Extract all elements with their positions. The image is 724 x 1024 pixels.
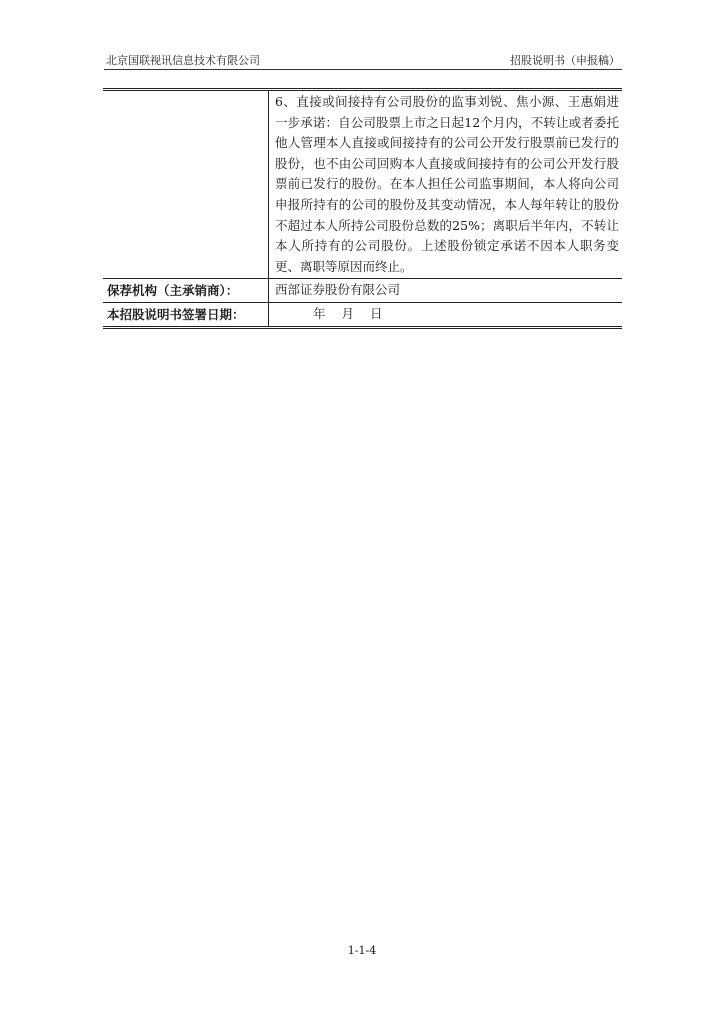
table-row-commitment — [103, 91, 622, 279]
sponsor-value: 西部证券股份有限公司 — [275, 282, 401, 298]
header-divider — [104, 69, 622, 70]
table-row-sponsor — [103, 279, 622, 303]
signing-date-label: 本招股说明书签署日期： — [103, 303, 269, 326]
offering-info-table — [103, 88, 622, 329]
header-company-name: 北京国联视讯信息技术有限公司 — [106, 54, 260, 67]
header-document-type: 招股说明书（申报稿） — [510, 54, 620, 67]
empty-label-cell — [103, 91, 269, 278]
signing-date-value — [269, 303, 622, 326]
page-number: 1-1-4 — [347, 944, 377, 957]
share-lockup-commitment-text: 6、直接或间接持有公司股份的监事刘锐、焦小源、王惠娟进一步承诺：自公司股票上市之日起12个月内，不转让或者委托他人管理本人直接或间接持有的公司公开发行股票前已发行的股份，也不由公司回购本人直接或间接持有的公司公开发行股票前已发行的股份。在本人担任公司监事期间，本人将向公司申报所持有的公司的股份及其变动情况，本人每年转让的股份不超过本人所持公司股份总数的25%；离职后半年内，不转让本人所持有的公司股份。上述股份锁定承诺不因本人职务变更、离职等原因而终止。 — [275, 94, 619, 274]
date-month: 月 — [341, 306, 355, 322]
page-header — [104, 52, 622, 70]
sponsor-label: 保荐机构（主承销商）： — [103, 279, 269, 302]
date-year: 年 — [313, 306, 326, 322]
table-row-signing-date — [103, 303, 622, 326]
date-day: 日 — [370, 306, 383, 322]
